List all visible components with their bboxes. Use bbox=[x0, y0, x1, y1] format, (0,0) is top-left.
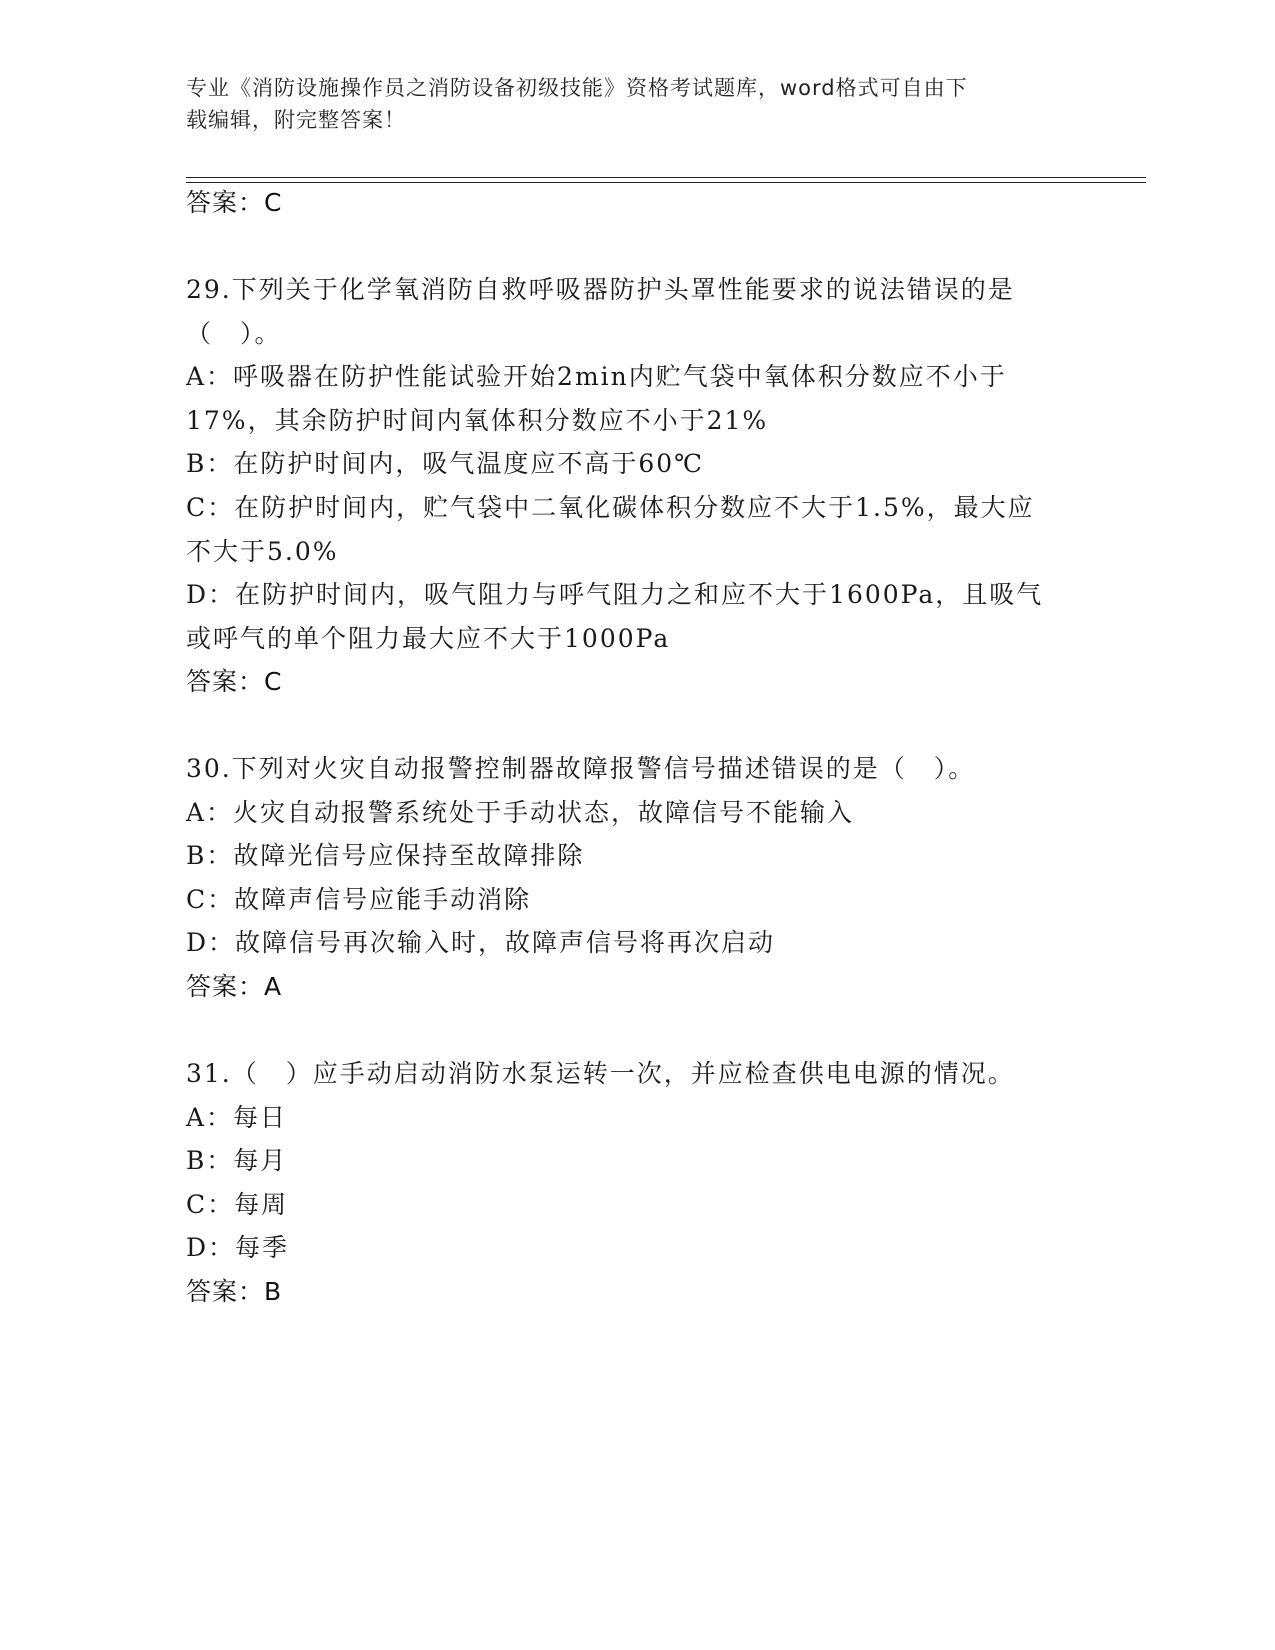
question-31-option-b: B：每月 bbox=[186, 1146, 288, 1175]
question-31-option-c: C：每周 bbox=[186, 1190, 289, 1219]
question-29-option-c-cont: 不大于5.0% bbox=[186, 537, 339, 566]
question-30-answer: 答案：A bbox=[186, 972, 283, 1001]
question-29-option-a: A：呼吸器在防护性能试验开始2min内贮气袋中氧体积分数应不小于 bbox=[186, 362, 1007, 391]
question-31-answer: 答案：B bbox=[186, 1277, 283, 1306]
question-31-stem: 31.（ ）应手动启动消防水泵运转一次，并应检查供电电源的情况。 bbox=[186, 1059, 1015, 1088]
question-30-option-c: C：故障声信号应能手动消除 bbox=[186, 885, 532, 914]
header-divider-top bbox=[186, 177, 1146, 178]
previous-answer: 答案：C bbox=[186, 188, 283, 217]
question-31-option-d: D：每季 bbox=[186, 1233, 290, 1262]
header-line-2: 载编辑，附完整答案！ bbox=[186, 108, 406, 132]
question-29-stem-cont: （ ）。 bbox=[186, 319, 282, 348]
question-29-option-d-cont: 或呼气的单个阻力最大应不大于1000Pa bbox=[186, 624, 671, 653]
question-29-option-b: B：在防护时间内，吸气温度应不高于60℃ bbox=[186, 449, 705, 478]
question-30-option-a: A：火灾自动报警系统处于手动状态，故障信号不能输入 bbox=[186, 798, 855, 827]
question-30-option-b: B：故障光信号应保持至故障排除 bbox=[186, 841, 585, 870]
header-line-1: 专业《消防设施操作员之消防设备初级技能》资格考试题库，word格式可自由下 bbox=[186, 76, 968, 100]
question-29-option-a-cont: 17%，其余防护时间内氧体积分数应不小于21% bbox=[186, 406, 769, 435]
page-header bbox=[186, 72, 1066, 136]
question-29-stem: 29.下列关于化学氧消防自救呼吸器防护头罩性能要求的说法错误的是 bbox=[186, 275, 1015, 304]
question-29-option-c: C：在防护时间内，贮气袋中二氧化碳体积分数应不大于1.5%，最大应 bbox=[186, 493, 1035, 522]
question-30-option-d: D：故障信号再次输入时，故障声信号将再次启动 bbox=[186, 928, 776, 957]
question-29-answer: 答案：C bbox=[186, 667, 283, 696]
header-divider-bottom bbox=[186, 182, 1146, 183]
question-29-option-d: D：在防护时间内，吸气阻力与呼气阻力之和应不大于1600Pa，且吸气 bbox=[186, 580, 1044, 609]
question-30-stem: 30.下列对火灾自动报警控制器故障报警信号描述错误的是（ ）。 bbox=[186, 754, 976, 783]
question-31-option-a: A：每日 bbox=[186, 1103, 288, 1132]
